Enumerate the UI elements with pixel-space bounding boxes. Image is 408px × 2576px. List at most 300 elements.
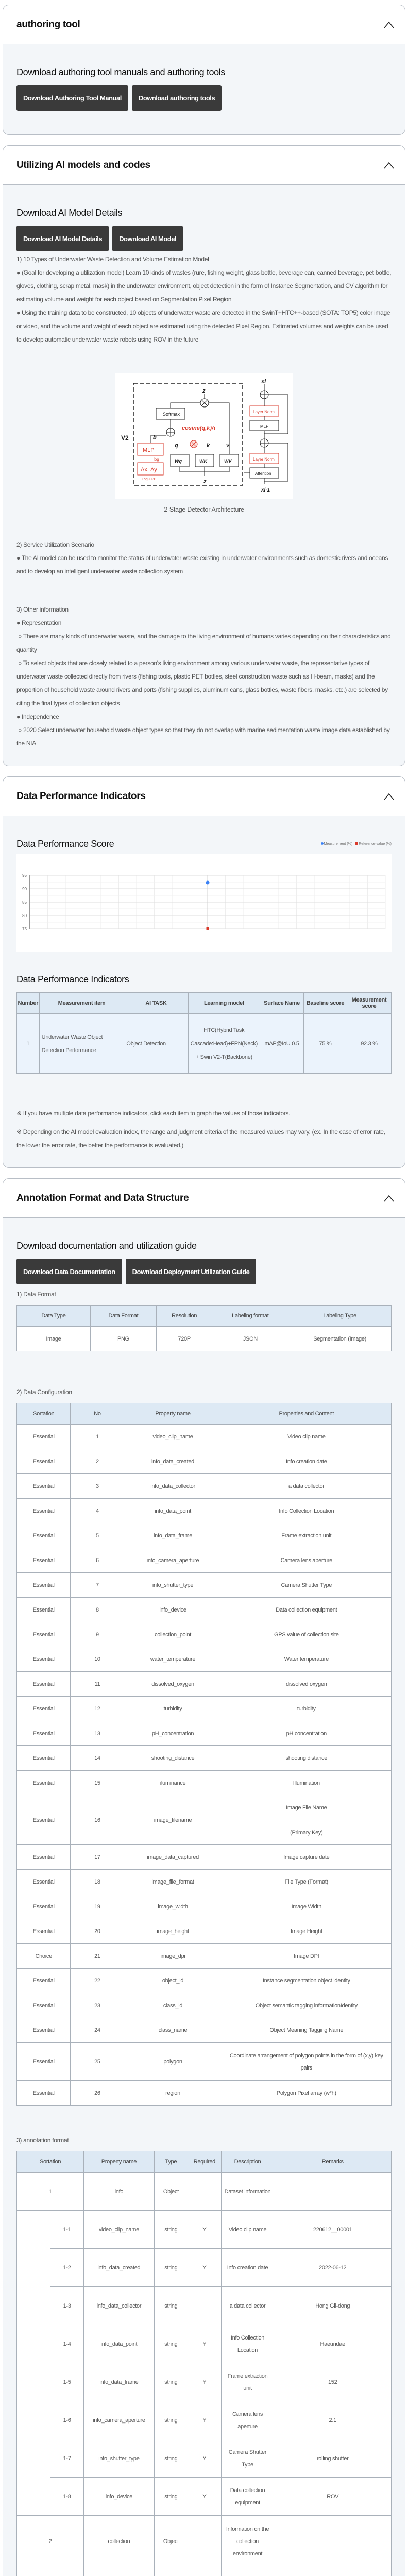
chart-svg [16,854,395,952]
table-row [17,2018,392,2043]
table-cell: image_filename [124,1795,222,1845]
table-cell: Essential [17,2043,71,2081]
table-cell: 720P [156,1327,212,1351]
column-header: Labeling Type [288,1306,392,1327]
reference-point [207,927,209,930]
column-header: Learning model [188,993,260,1014]
section2-bullet: ● The AI model can be used to monitor the status of underwater waste existing in underwater environments such as domestic rivers and oceans and to develop an intelligent underwater waste collection system [16,554,388,575]
table-cell: info_data_point [124,1499,222,1523]
table-cell: Dataset information [221,2173,274,2211]
table-cell: mAP@IoU 0.5 [260,1014,303,1074]
table-row [17,1598,392,1622]
q-label: q [175,443,178,449]
table-cell: dissolved_oxygen [124,1672,222,1697]
table-cell: Object [154,2516,188,2567]
table-cell: 1-5 [50,2363,84,2401]
table-header-row [17,1403,392,1425]
table-cell: 92.3 % [347,1014,391,1074]
table-cell: string [154,2401,188,2439]
table-cell: (Primary Key) [222,1820,391,1845]
column-header: Description [221,2151,274,2173]
table-cell: Camera Shutter Type [221,2439,274,2478]
table-row [17,1449,392,1474]
representation-label: ● Representation [16,619,62,626]
section-heading: Download documentation and utilization guide [16,1241,197,1251]
table-cell: 1-1 [50,2211,84,2249]
table-cell: 1-8 [50,2478,84,2516]
table-row [17,2478,392,2516]
table-cell: 7 [71,1573,124,1598]
table-cell: region [124,2081,222,2106]
table-cell: info_data_created [124,1449,222,1474]
table-cell: Essential [17,1697,71,1721]
table-cell: 8 [71,1598,124,1622]
table-row [17,1870,392,1894]
table-cell: turbidity [222,1697,391,1721]
table-cell: shooting_distance [124,1746,222,1771]
x-top-label: xl [261,379,266,385]
column-header: Properties and Content [222,1403,391,1425]
table-cell: 21 [71,1944,124,1969]
annotation-panel [3,1178,405,2576]
section1-title: 1) 10 Types of Underwater Waste Detection and Volume Estimation Model [16,256,209,263]
table-header-row [17,2151,392,2173]
column-header: Baseline score [304,993,347,1014]
table-group-row [17,2173,392,2211]
table-cell: Object semantic tagging informationIdentity [222,1993,391,2018]
layer-norm-2-label: Layer Norm [253,457,275,462]
table-cell: 1-4 [50,2325,84,2363]
table-cell: GPS value of collection site [222,1622,391,1647]
table-cell: Essential [17,1919,71,1944]
column-header: Remarks [274,2151,392,2173]
wk-label: WK [199,459,207,464]
table-cell: Data collection equipment [221,2478,274,2516]
table-row [17,2211,392,2249]
z-bottom-label: z [203,479,207,485]
table-cell: Essential [17,2081,71,2106]
table-cell: 2022-06-12 [274,2249,392,2287]
table-cell [274,2516,392,2567]
table-cell [188,2516,222,2567]
table-cell: Essential [17,1771,71,1795]
table-cell: Essential [17,1746,71,1771]
table-cell: 17 [71,1845,124,1870]
independence-label: ● Independence [16,713,59,720]
table-cell: 23 [71,1993,124,2018]
table-cell: Essential [17,1449,71,1474]
table-cell: 2 [71,1449,124,1474]
column-header: Surface Name [260,993,303,1014]
table-cell: water_temperature [124,1647,222,1672]
table-cell: info_camera_aperture [124,1548,222,1573]
download-authoring-tools-button[interactable]: Download authoring tools [132,85,222,111]
table-cell: 6 [71,1548,124,1573]
note: ※ If you have multiple data performance indicators, click each item to graph the values of those indicators. [16,1110,291,1117]
representation-item: ○ There are many kinds of underwater waste, and the damage to the living environment of humans varies depending on their characteristics and quantity [16,633,391,653]
column-header: Resolution [156,1306,212,1327]
table-cell: pH concentration [222,1721,391,1746]
legend-item-measurement[interactable] [321,842,353,846]
table-cell: string [154,2287,188,2325]
table-cell: Essential [17,1647,71,1672]
y-tick-label: 95 [22,873,27,878]
softmax-label: Softmax [163,412,180,417]
table-row [17,1499,392,1523]
table-row [17,2567,392,2576]
section1-bullet: ● (Goal for developing a utilization model) Learn 10 kinds of wastes (rure, fishing weight, glass bottle, beverage can, canned beverage, pet bottle, gloves, clothing, scrap metal, mask) in the underwater environment, object detection in the form of Instance Segmentation, and CV algorithm for estimating volume and weight for each object based on Segmentation Pixel Region [16,269,392,303]
table-cell: Video clip name [222,1425,391,1449]
table-row [17,1523,392,1548]
table-cell: Instance segmentation object identity [222,1969,391,1993]
table-cell: info_device [124,1598,222,1622]
panel-header[interactable] [3,777,405,816]
column-header: Required [188,2151,222,2173]
table-cell: 22 [71,1969,124,1993]
legend-item-reference[interactable] [355,842,392,846]
table-cell: Info Collection Location [222,1499,391,1523]
table-cell: Underwater Waste Object Detection Performance [39,1014,124,1074]
table-cell: 1 [17,2173,84,2211]
table-cell: image_dpi [124,1944,222,1969]
table-cell: info_shutter_type [124,1573,222,1598]
table-row [17,2249,392,2287]
table-cell: Camera lens aperture [222,1548,391,1573]
chevron-up-icon[interactable] [383,791,395,802]
table-cell: string [154,2439,188,2478]
download-authoring-manual-button[interactable]: Download Authoring Tool Manual [16,85,128,111]
table-cell: Essential [17,1548,71,1573]
table-cell: video_clip_name [124,1425,222,1449]
table-cell: JSON [212,1327,288,1351]
z-top-label: z [202,388,206,394]
table-cell [50,2567,84,2576]
table-cell: Coordinate arrangement of polygon points in the form of (x,y) key pairs [222,2043,391,2081]
label-text: Representation [21,619,62,626]
column-header: Sortation [17,1403,71,1425]
chevron-up-icon[interactable] [383,19,395,30]
table-cell: Essential [17,1499,71,1523]
table-cell [154,2567,188,2576]
figure-caption: - 2-Stage Detector Architecture - [160,506,248,513]
table-row [17,2325,392,2363]
x-bottom-label: xl-1 [261,487,270,493]
table-cell: Essential [17,1870,71,1894]
column-header: Measurement score [347,993,391,1014]
table-cell: Choice [17,1944,71,1969]
y-tick-label: 90 [22,887,27,891]
table-cell: Y [188,2249,222,2287]
table-cell: 152 [274,2363,392,2401]
table-row [17,1993,392,2018]
table-cell: 1 [71,1425,124,1449]
table-cell: 1-3 [50,2287,84,2325]
table-row [17,1474,392,1499]
table-cell: Water temperature [222,1647,391,1672]
table-row [17,2043,392,2081]
table-cell: Y [188,2478,222,2516]
table-cell: 9 [71,1622,124,1647]
table-cell: Segmentation (Image) [288,1327,392,1351]
table-cell: Essential [17,1573,71,1598]
table-cell: image_height [124,1919,222,1944]
performance-table [16,992,392,1074]
table-cell: info_data_point [84,2325,154,2363]
table-cell: Haeundae [274,2325,392,2363]
table-cell: Essential [17,1672,71,1697]
table-cell: Image Height [222,1919,391,1944]
table-row [17,1771,392,1795]
table-row [17,1548,392,1573]
table-cell: Image DPI [222,1944,391,1969]
panel-header[interactable] [3,5,405,44]
table-group-row [17,2516,392,2567]
table-cell: info_data_collector [84,2287,154,2325]
column-header: AI TASK [124,993,188,1014]
delta-label: Δx, Δy [141,467,157,473]
column-header: Data Type [17,1306,91,1327]
table-row [17,1721,392,1746]
table-cell: a data collector [222,1474,391,1499]
table-cell: 26 [71,2081,124,2106]
table-cell: Essential [17,1474,71,1499]
y-tick-label: 85 [22,900,27,905]
table-cell: Essential [17,1721,71,1746]
table-row [17,1894,392,1919]
table-cell: 75 % [304,1014,347,1074]
table-cell: info_camera_aperture [84,2401,154,2439]
section-heading: Download AI Model Details [16,208,123,218]
item-text: 2020 Select underwater household waste object types so that they do not overlap with marine sedimentation waste image data established by the NIA [16,726,390,747]
measurement-point [206,881,210,885]
bullet-text: (Goal for developing a utilization model) Learn 10 kinds of wastes (rure, fishing weight, glass bottle, beverage can, canned beverage, pet bottle, gloves, clothing, scrap metal, mask) in the underwater environment, object detection in the form of Instance Segmentation, and CV algorithm for estimating volume and weight for each object based on Segmentation Pixel Region [16,269,392,303]
chart-legend [321,842,392,846]
table-row [17,1969,392,1993]
table-cell: info_data_collector [124,1474,222,1499]
table-cell: 16 [71,1795,124,1845]
table-cell: Essential [17,1622,71,1647]
table-cell: Image Width [222,1894,391,1919]
table-row [17,1944,392,1969]
table-cell: shooting distance [222,1746,391,1771]
table-cell: Essential [17,1969,71,1993]
column-header: Type [154,2151,188,2173]
table-cell: turbidity [124,1697,222,1721]
table-cell [274,2173,392,2211]
table-cell: info_data_frame [124,1523,222,1548]
table-cell: HTC(Hybrid Task Cascade:Head)+FPN(Neck) + Swin V2-T(Backbone) [188,1014,260,1074]
table-cell: info_shutter_type [84,2439,154,2478]
table-cell: rolling shutter [274,2439,392,2478]
y-tick-label: 80 [22,913,27,918]
panel-title: authoring tool [16,19,80,30]
download-data-documentation-button[interactable]: Download Data Documentation [16,1259,122,1284]
table-cell: Object Meaning Tagging Name [222,2018,391,2043]
table-cell: string [154,2211,188,2249]
table-cell: Polygon Pixel array (w*h) [222,2081,391,2106]
table-cell: class_id [124,1993,222,2018]
table-cell: Info Collection Location [221,2325,274,2363]
performance-chart [16,854,392,952]
panel-header[interactable] [3,1179,405,1218]
legend-swatch [321,842,324,845]
bullet-text: Using the training data to be constructed, 10 objects of underwater waste are detected in the SwinT+HTC++-based (SOTA: TOP5) color image or video, and the volume and weight of each object are estimated using the detected Pixel Region. Estimated volumes and weights can be used to develop automatic underwater waste robots using ROV in the future [16,309,390,343]
table-cell: info_data_created [84,2249,154,2287]
table-cell [188,2567,222,2576]
table-row [17,1919,392,1944]
table-cell: Y [188,2439,222,2478]
table-cell: image_file_format [124,1870,222,1894]
data-configuration-table [16,1403,392,2106]
logcpb-label: Log-CPB [142,478,157,481]
table-cell: Essential [17,1598,71,1622]
table-cell: class_name [124,2018,222,2043]
panel-header[interactable] [3,146,405,185]
table-cell: image_width [124,1894,222,1919]
table-cell: 15 [71,1771,124,1795]
legend-swatch [355,842,358,845]
table-cell: info_data_frame [84,2363,154,2401]
column-header: Property name [124,1403,222,1425]
table-row [17,1746,392,1771]
table-row [17,1647,392,1672]
table-cell: 11 [71,1672,124,1697]
table-cell [274,2567,392,2576]
table-cell: a data collector [221,2287,274,2325]
table-cell: Essential [17,1894,71,1919]
table-row[interactable] [17,1014,392,1074]
table-header-row [17,993,392,1014]
item-text: There are many kinds of underwater waste, and the damage to the living environment of humans varies depending on their characteristics and quantity [16,633,391,653]
table-row [17,2287,392,2325]
log-label: log [154,457,159,462]
download-utilization-guide-button[interactable]: Download Deployment Utilization Guide [126,1259,257,1284]
table-cell: Camera lens aperture [221,2401,274,2439]
table-cell: Info creation date [222,1449,391,1474]
table-cell: 4 [71,1499,124,1523]
table-cell: File Type (Format) [222,1870,391,1894]
download-ai-model-details-button[interactable]: Download AI Model Details [16,226,109,251]
table-header-row [17,1306,392,1327]
note: ※ Depending on the AI model evaluation index, the range and judgment criteria of the measured values may vary. (ex. In the case of error rate, the lower the error rate, the better the performance is evaluated.) [16,1128,385,1149]
chevron-up-icon[interactable] [383,1193,395,1204]
table-cell: Image File Name [222,1795,391,1820]
table-row [17,2401,392,2439]
column-header: No [71,1403,124,1425]
bullet-text: The AI model can be used to monitor the status of underwater waste existing in underwater environments such as domestic rivers and oceans and to develop an intelligent underwater waste collection system [16,554,388,575]
table-cell: collection [84,2516,154,2567]
table-cell: Y [188,2325,222,2363]
table-cell: Essential [17,1845,71,1870]
chart-title: Data Performance Score [16,839,114,849]
table-cell [188,2173,222,2211]
annotation-format-table [16,2151,392,2576]
table-cell: collection_point [124,1622,222,1647]
table-cell: string [154,2249,188,2287]
section3-title: 3) Other information [16,606,69,613]
section2-title: 2) Service Utilization Scenario [16,541,94,548]
table-cell: dissolved oxygen [222,1672,391,1697]
table-cell: Essential [17,2018,71,2043]
table-cell: 1-2 [50,2249,84,2287]
table-cell: 20 [71,1919,124,1944]
table-cell: 2 [17,2516,84,2567]
table-cell: iluminance [124,1771,222,1795]
table-cell: polygon [124,2043,222,2081]
table-cell: Object Detection [124,1014,188,1074]
column-header: Number [17,993,40,1014]
mlp-red-label: MLP [143,447,155,453]
representation-item: ○ To select objects that are closely related to a person's living environment among various underwater waste, the representative types of underwater waste collected directly from rivers (fishing tools, plastic PET bottles, steel construction waste such as H-beam, masks) and the proportion of household waste around rivers and ports (fishing supplies, aluminum cans, glass bottles, waste fibers, masks, etc.) are selected by citing the final types of collection objects [16,659,388,707]
table-cell [84,2567,154,2576]
y-tick-label: 75 [22,927,27,931]
table-cell: Y [188,2363,222,2401]
table-cell: 1-6 [50,2401,84,2439]
v-label: v [226,443,230,449]
annotation-format-title: 3) annotation format [16,2137,69,2144]
column-header: Sortation [17,2151,84,2173]
table-cell: PNG [90,1327,156,1351]
table-cell [188,2287,222,2325]
table-cell: Image capture date [222,1845,391,1870]
table-cell: 1 [17,1014,40,1074]
table-cell: Frame extraction unit [222,1523,391,1548]
table-heading: Data Performance Indicators [16,974,129,985]
mlp-right-label: MLP [260,424,269,429]
table-cell: info [84,2173,154,2211]
table-cell: 220612__00001 [274,2211,392,2249]
table-cell: 24 [71,2018,124,2043]
table-row [17,2363,392,2401]
table-cell: 2.1 [274,2401,392,2439]
table-cell: Essential [17,1523,71,1548]
data-format-table [16,1305,392,1351]
table-cell: string [154,2325,188,2363]
table-cell: ROV [274,2478,392,2516]
panel-title: Annotation Format and Data Structure [16,1192,189,1204]
legend-label: Reference value (%) [359,842,392,846]
table-cell: string [154,2363,188,2401]
panel-title: Data Performance Indicators [16,790,146,802]
v2-label: V2 [121,434,129,442]
table-cell: string [154,2478,188,2516]
ai-models-panel [3,145,405,766]
chevron-up-icon[interactable] [383,160,395,171]
k-label: k [207,443,210,449]
table-cell: 12 [71,1697,124,1721]
indent-cell [17,2567,50,2576]
table-cell: Illumination [222,1771,391,1795]
wq-label: Wq [175,459,182,464]
table-cell: Essential [17,1425,71,1449]
table-cell: 1-7 [50,2439,84,2478]
column-header: Property name [84,2151,154,2173]
table-row [17,1425,392,1449]
table-row [17,1672,392,1697]
table-cell [221,2567,274,2576]
section1-bullet: ● Using the training data to be constructed, 10 objects of underwater waste are detected in the SwinT+HTC++-based (SOTA: TOP5) color image or video, and the volume and weight of each object are estimated using the detected Pixel Region. Estimated volumes and weights can be used to develop automatic underwater waste robots using ROV in the future [16,309,390,343]
table-cell: Y [188,2401,222,2439]
download-ai-model-button[interactable]: Download AI Model [112,226,183,251]
table-cell: 25 [71,2043,124,2081]
table-cell: 3 [71,1474,124,1499]
indent-cell [17,2211,50,2516]
authoring-tool-panel [3,5,405,135]
table-cell: Frame extraction unit [221,2363,274,2401]
table-cell: object_id [124,1969,222,1993]
table-cell: Essential [17,1993,71,2018]
format-title: 1) Data Format [16,1291,56,1298]
